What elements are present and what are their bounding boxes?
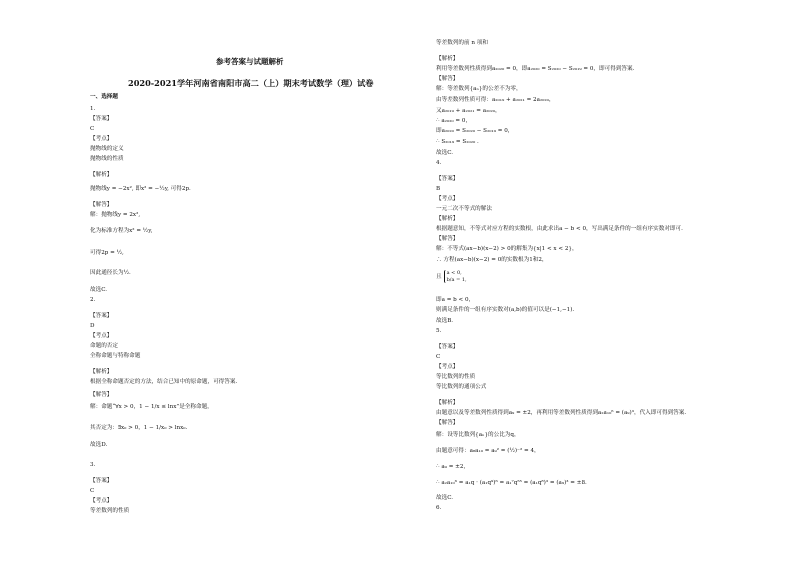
q2-kaodian-1: 命题的否定 bbox=[90, 343, 118, 349]
q3-kaodian-tag: 【考点】 bbox=[90, 498, 113, 504]
q2-answer-tag: 【答案】 bbox=[90, 313, 113, 319]
q4-jieda-2: ∴ 方程(ax−b)(x−2) = 0的实数根为1和2， bbox=[436, 257, 548, 263]
q2-jiexi-tag: 【解析】 bbox=[90, 369, 113, 375]
q1-kaodian-2: 抛物线的性质 bbox=[90, 156, 124, 162]
q5-jieda-4: ∴ a₂a₁₀⁶ = a₁q · (a₁q⁹)⁶ = a₁⁷q⁵⁵ = (a₁q⁸)³ = (a₉)³ = ±8. bbox=[436, 480, 587, 486]
q1-jieda-tag: 【解答】 bbox=[90, 202, 113, 208]
q4-jiexi: 根据题意知，不等式对应方程的实数根，由此求出a − b < 0，写出满足条件的一组有序实数对即可. bbox=[436, 226, 683, 232]
q4-jieda-4: 即a = b < 0， bbox=[436, 297, 475, 303]
q2-kaodian-2: 全称命题与特称命题 bbox=[90, 353, 141, 359]
q3-conclusion: 故选C. bbox=[436, 150, 454, 156]
q3-kaodian-1: 等差数列的性质 bbox=[90, 508, 130, 514]
q3-answer-tag: 【答案】 bbox=[90, 478, 113, 484]
q5-kaodian-1: 等比数列的性质 bbox=[436, 374, 476, 380]
q6-number: 6. bbox=[436, 505, 442, 511]
q4-jieda-5: 则满足条件的一组有序实数对(a,b)的值可以是(−1,−1). bbox=[436, 307, 575, 313]
q2-jiexi: 根据全称命题否定的方法，结合已知中的原命题，可得答案. bbox=[90, 379, 238, 385]
q4-conclusion: 故选B. bbox=[436, 318, 454, 324]
q2-jieda-2: 其否定为：∃x₀ > 0，1 − 1/x₀ > lnx₀. bbox=[90, 425, 188, 431]
section-heading: 一、选择题 bbox=[90, 94, 118, 100]
q2-jieda-1: 解：命题“∀x > 0，1 − 1/x ≤ lnx”是全称命题， bbox=[90, 404, 213, 410]
q1-answer-tag: 【答案】 bbox=[90, 116, 113, 122]
q4-system-line-2: b/a = 1, bbox=[446, 276, 467, 283]
q5-kaodian-tag: 【考点】 bbox=[436, 364, 459, 370]
q1-jieda-1: 解：抛物线y = 2x², bbox=[90, 212, 141, 218]
q2-answer: D bbox=[90, 323, 95, 329]
q2-jieda-tag: 【解答】 bbox=[90, 392, 113, 398]
q1-kaodian-tag: 【考点】 bbox=[90, 136, 113, 142]
q1-jieda-4: 因此通径长为½. bbox=[90, 270, 131, 276]
q3-number: 3. bbox=[90, 462, 96, 468]
q3-jieda-tag: 【解答】 bbox=[436, 76, 459, 82]
q4-answer-tag: 【答案】 bbox=[436, 176, 459, 182]
q4-jieda-3 bbox=[436, 270, 467, 283]
q5-jieda-2: 由题意可得：a₈a₁₀ = a₉² = (½)⁻² = 4， bbox=[436, 448, 540, 454]
q5-answer: C bbox=[436, 354, 441, 360]
q3-jieda-4: ∴ a₂₀₂₀ = 0， bbox=[436, 118, 472, 124]
q1-kaodian-1: 抛物线的定义 bbox=[90, 146, 124, 152]
exam-title: 2020-2021学年河南省南阳市高二（上）期末考试数学（理）试卷 bbox=[128, 78, 374, 88]
q4-jieda-tag: 【解答】 bbox=[436, 236, 459, 242]
q3-jieda-3: 又a₂₀₁₉ + a₂₀₂₁ = a₂₀₂₀， bbox=[436, 108, 501, 114]
q4-kaodian-tag: 【考点】 bbox=[436, 196, 459, 202]
q2-kaodian-tag: 【考点】 bbox=[90, 333, 113, 339]
q5-jieda-1: 解：设等比数列{aₙ}的公比为q， bbox=[436, 432, 520, 438]
q5-jiexi: 由题意以及等差数列性质得到a₉ = ±2，再利用等差数列性质得到a₂a₁₀⁶ = (a₉)³，代入即可得到答案. bbox=[436, 410, 687, 416]
q3-jieda-5: 即a₂₀₂₀ = S₂₀₂₀ − S₂₀₁₉ = 0， bbox=[436, 128, 514, 134]
q3-jieda-2: 由等差数列性质可得：a₂₀₁₉ + a₂₀₂₁ = 2a₂₀₂₀， bbox=[436, 97, 555, 103]
q5-answer-tag: 【答案】 bbox=[436, 344, 459, 350]
q5-jieda-3: ∴ a₉ = ±2， bbox=[436, 464, 469, 470]
q1-jieda-3: 可得2p = ½, bbox=[90, 250, 124, 256]
q1-answer: C bbox=[90, 126, 95, 132]
doc-title: 参考答案与试题解析 bbox=[216, 57, 284, 66]
q4-jiexi-tag: 【解析】 bbox=[436, 216, 459, 222]
q3-answer: C bbox=[90, 488, 95, 494]
q3-jieda-6: ∴ S₂₀₁₉ = S₂₀₂₀ . bbox=[436, 139, 479, 145]
q3-jiexi-tag: 【解析】 bbox=[436, 56, 459, 62]
q4-jieda-1: 解：不等式(ax−b)(x−2) > 0的解集为{x|1 < x < 2}， bbox=[436, 246, 578, 252]
q1-number: 1. bbox=[90, 106, 96, 112]
q4-answer: B bbox=[436, 186, 441, 192]
q2-number: 2. bbox=[90, 297, 96, 303]
q5-kaodian-2: 等比数列的通项公式 bbox=[436, 384, 487, 390]
q5-jiexi-tag: 【解析】 bbox=[436, 400, 459, 406]
q5-jieda-tag: 【解答】 bbox=[436, 420, 459, 426]
q1-jieda-2: 化为标准方程为x² = ½y, bbox=[90, 228, 153, 234]
q2-conclusion: 故选D. bbox=[90, 442, 108, 448]
q4-kaodian-1: 一元二次不等式的解法 bbox=[436, 206, 492, 212]
q4-system-line-1: a < 0, bbox=[446, 270, 462, 276]
q1-jiexi-tag: 【解析】 bbox=[90, 172, 113, 178]
q3-kaodian-2: 等差数列的前 n 项和 bbox=[436, 40, 488, 46]
q4-equation-system bbox=[444, 270, 467, 283]
q3-jiexi: 利用等差数列性质得到a₂₀₂₀ = 0，即a₂₀₂₀ = S₂₀₂₀ − S₂₀₁₉ = 0，即可得到答案. bbox=[436, 66, 635, 72]
q1-jiexi: 抛物线y = −2x², 即x² = −½y, 可得2p. bbox=[90, 186, 191, 192]
q3-jieda-1: 解：等差数列{aₙ}的公差不为零， bbox=[436, 86, 522, 92]
q4-jieda-3-prefix: 且 bbox=[436, 274, 442, 280]
q5-conclusion: 故选C. bbox=[436, 495, 454, 501]
q4-number: 4. bbox=[436, 160, 442, 166]
q1-conclusion: 故选C. bbox=[90, 287, 108, 293]
q5-number: 5. bbox=[436, 328, 442, 334]
